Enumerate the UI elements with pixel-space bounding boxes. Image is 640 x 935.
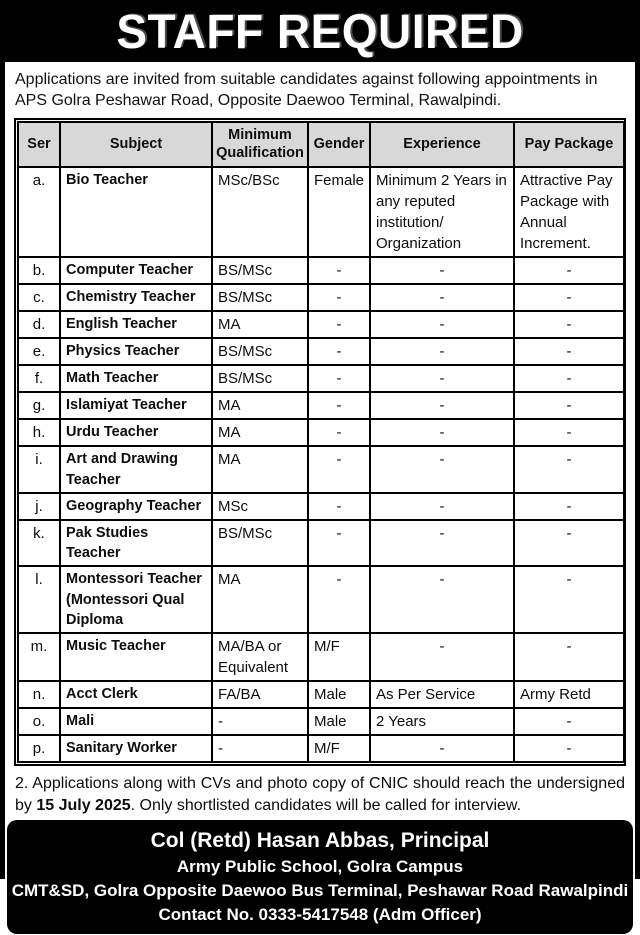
cell-qualification: FA/BA	[212, 681, 308, 708]
cell-gender: -	[308, 365, 370, 392]
cell-pay-package: Attractive Pay Package with Annual Increment.	[514, 167, 624, 257]
cell-qualification: MSc	[212, 493, 308, 520]
cell-qualification: -	[212, 708, 308, 735]
table-row	[18, 257, 624, 284]
cell-experience: Minimum 2 Years in any reputed institution/ Organization	[370, 167, 514, 257]
table-row	[18, 493, 624, 520]
cell-gender: M/F	[308, 633, 370, 681]
cell-ser: h.	[18, 419, 60, 446]
cell-pay-package: -	[514, 520, 624, 567]
cell-gender: -	[308, 446, 370, 493]
cell-gender: -	[308, 566, 370, 633]
cell-ser: e.	[18, 338, 60, 365]
cell-gender: -	[308, 392, 370, 419]
cell-subject: Chemistry Teacher	[60, 284, 212, 311]
header-subject: Subject	[60, 122, 212, 168]
cell-ser: d.	[18, 311, 60, 338]
cell-subject: Math Teacher	[60, 365, 212, 392]
table-row	[18, 708, 624, 735]
page-title: STAFF REQUIRED	[116, 3, 524, 59]
cell-pay-package: Army Retd	[514, 681, 624, 708]
footer-line-school: Army Public School, Golra Campus	[176, 857, 464, 877]
cell-qualification: BS/MSc	[212, 520, 308, 567]
title-band	[0, 0, 640, 62]
staff-table	[17, 121, 625, 764]
cell-pay-package: -	[514, 633, 624, 681]
cell-ser: i.	[18, 446, 60, 493]
table-row	[18, 365, 624, 392]
cell-experience: -	[370, 566, 514, 633]
cell-qualification: MA	[212, 392, 308, 419]
cell-qualification: MA	[212, 446, 308, 493]
table-row	[18, 446, 624, 493]
cell-pay-package: -	[514, 493, 624, 520]
note-prefix: 2. Applications along with CVs and photo copy of CNIC should reach the undersigned by	[15, 775, 625, 814]
header-ser: Ser	[18, 122, 60, 168]
cell-gender: Male	[308, 681, 370, 708]
footer-line-contact: Contact No. 0333-5417548 (Adm Officer)	[158, 905, 482, 925]
cell-experience: 2 Years	[370, 708, 514, 735]
cell-pay-package: -	[514, 735, 624, 762]
note-text	[5, 768, 635, 820]
footer-band	[7, 820, 633, 934]
cell-qualification: BS/MSc	[212, 338, 308, 365]
table-row	[18, 284, 624, 311]
cell-experience: -	[370, 735, 514, 762]
cell-pay-package: -	[514, 446, 624, 493]
cell-experience: -	[370, 257, 514, 284]
cell-experience: -	[370, 633, 514, 681]
table-row	[18, 735, 624, 762]
cell-subject: Islamiyat Teacher	[60, 392, 212, 419]
cell-ser: c.	[18, 284, 60, 311]
cell-ser: o.	[18, 708, 60, 735]
cell-pay-package: -	[514, 284, 624, 311]
cell-subject: Computer Teacher	[60, 257, 212, 284]
table-row	[18, 419, 624, 446]
cell-experience: -	[370, 493, 514, 520]
cell-gender: -	[308, 520, 370, 567]
cell-ser: f.	[18, 365, 60, 392]
intro-text: Applications are invited from suitable candidates against following appointments in APS Golra Peshawar Road, Opposite Daewoo Terminal, Rawalpindi.	[15, 71, 598, 110]
table-body	[18, 167, 624, 762]
cell-gender: Female	[308, 167, 370, 257]
cell-gender: Male	[308, 708, 370, 735]
cell-experience: -	[370, 284, 514, 311]
cell-qualification: MA	[212, 311, 308, 338]
cell-subject: Pak Studies Teacher	[60, 520, 212, 567]
cell-pay-package: -	[514, 338, 624, 365]
cell-pay-package: -	[514, 257, 624, 284]
cell-subject: Music Teacher	[60, 633, 212, 681]
table-header-row	[18, 122, 624, 168]
cell-ser: p.	[18, 735, 60, 762]
footer-line-principal: Col (Retd) Hasan Abbas, Principal	[150, 828, 490, 852]
cell-ser: j.	[18, 493, 60, 520]
header-pay-package: Pay Package	[514, 122, 624, 168]
cell-ser: b.	[18, 257, 60, 284]
cell-gender: -	[308, 338, 370, 365]
cell-experience: As Per Service	[370, 681, 514, 708]
cell-subject: Acct Clerk	[60, 681, 212, 708]
table-row	[18, 167, 624, 257]
cell-subject: Montessori Teacher (Montessori Qual Diploma	[60, 566, 212, 633]
cell-gender: M/F	[308, 735, 370, 762]
cell-gender: -	[308, 493, 370, 520]
cell-ser: g.	[18, 392, 60, 419]
cell-subject: Geography Teacher	[60, 493, 212, 520]
cell-experience: -	[370, 365, 514, 392]
cell-qualification: BS/MSc	[212, 365, 308, 392]
cell-pay-package: -	[514, 365, 624, 392]
cell-subject: Bio Teacher	[60, 167, 212, 257]
cell-subject: English Teacher	[60, 311, 212, 338]
cell-pay-package: -	[514, 566, 624, 633]
cell-gender: -	[308, 311, 370, 338]
cell-qualification: BS/MSc	[212, 257, 308, 284]
cell-gender: -	[308, 257, 370, 284]
note-suffix: . Only shortlisted candidates will be called for interview.	[130, 796, 522, 814]
footer-line-address: CMT&SD, Golra Opposite Daewoo Bus Terminal, Peshawar Road Rawalpindi	[11, 881, 629, 901]
cell-ser: m.	[18, 633, 60, 681]
header-gender: Gender	[308, 122, 370, 168]
cell-qualification: MA	[212, 419, 308, 446]
table-row	[18, 338, 624, 365]
cell-subject: Sanitary Worker	[60, 735, 212, 762]
table-row	[18, 681, 624, 708]
cell-qualification: MSc/BSc	[212, 167, 308, 257]
header-qualification: Minimum Qualification	[212, 122, 308, 168]
table-row	[18, 392, 624, 419]
cell-qualification: MA/BA or Equivalent	[212, 633, 308, 681]
cell-pay-package: -	[514, 392, 624, 419]
cell-gender: -	[308, 419, 370, 446]
staff-table-frame	[14, 118, 626, 767]
table-row	[18, 311, 624, 338]
cell-ser: l.	[18, 566, 60, 633]
content-panel	[5, 62, 635, 935]
note-date: 15 July 2025	[36, 796, 131, 814]
header-experience: Experience	[370, 122, 514, 168]
cell-experience: -	[370, 419, 514, 446]
table-row	[18, 520, 624, 567]
cell-gender: -	[308, 284, 370, 311]
cell-experience: -	[370, 520, 514, 567]
cell-pay-package: -	[514, 419, 624, 446]
cell-ser: n.	[18, 681, 60, 708]
cell-experience: -	[370, 338, 514, 365]
cell-experience: -	[370, 311, 514, 338]
cell-subject: Urdu Teacher	[60, 419, 212, 446]
cell-pay-package: -	[514, 708, 624, 735]
cell-qualification: MA	[212, 566, 308, 633]
cell-qualification: BS/MSc	[212, 284, 308, 311]
cell-ser: a.	[18, 167, 60, 257]
cell-subject: Mali	[60, 708, 212, 735]
table-row	[18, 566, 624, 633]
cell-experience: -	[370, 446, 514, 493]
cell-ser: k.	[18, 520, 60, 567]
cell-subject: Physics Teacher	[60, 338, 212, 365]
table-row	[18, 633, 624, 681]
cell-pay-package: -	[514, 311, 624, 338]
cell-qualification: -	[212, 735, 308, 762]
cell-experience: -	[370, 392, 514, 419]
cell-subject: Art and Drawing Teacher	[60, 446, 212, 493]
